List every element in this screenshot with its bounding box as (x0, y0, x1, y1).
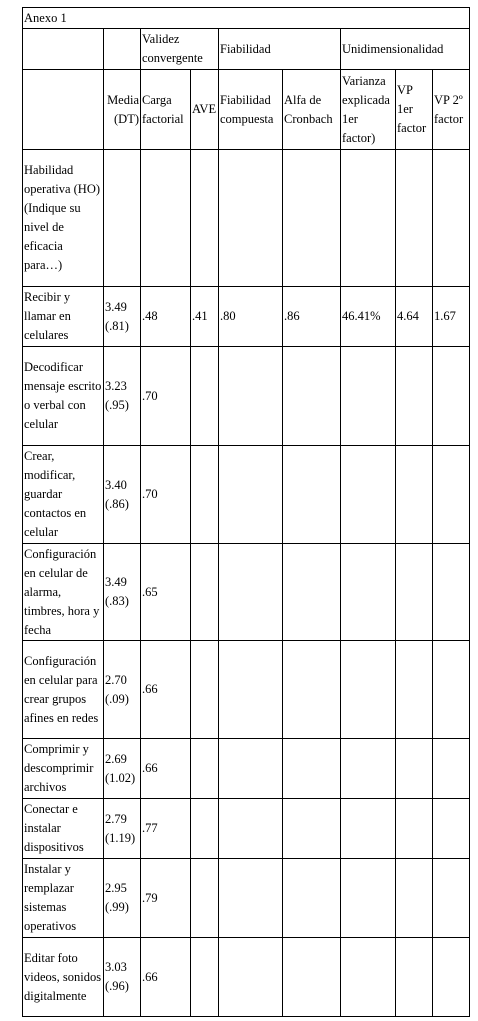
cell-varianza (341, 799, 396, 859)
cell-vp1 (396, 938, 433, 1017)
col-header-vp2: VP 2º factor (433, 70, 470, 150)
cell-vp1 (396, 859, 433, 938)
cell-vp1 (396, 641, 433, 739)
cell-carga: .66 (141, 641, 191, 739)
cell-varianza (341, 347, 396, 446)
cell-media: 2.95 (.99) (104, 859, 141, 938)
group-header-fiabilidad: Fiabilidad (219, 29, 341, 70)
cell-varianza (341, 150, 396, 287)
col-header-varianza: Varianza explicada 1er factor) (341, 70, 396, 150)
row-label: Comprimir y descomprimir archivos (23, 739, 104, 799)
cell-varianza (341, 641, 396, 739)
cell-vp1 (396, 347, 433, 446)
cell-vp2 (433, 799, 470, 859)
cell-media: 2.79 (1.19) (104, 799, 141, 859)
table-row (23, 544, 470, 641)
cell-carga (141, 150, 191, 287)
cell-varianza (341, 739, 396, 799)
cell-alfa (283, 544, 341, 641)
cell-ave (191, 641, 219, 739)
table-row (23, 287, 470, 347)
col-header-ave: AVE (191, 70, 219, 150)
table-row (23, 739, 470, 799)
cell-fiabilidad (219, 799, 283, 859)
cell-media: 3.49 (.83) (104, 544, 141, 641)
col-header-carga: Carga factorial (141, 70, 191, 150)
cell-vp1 (396, 544, 433, 641)
cell-media (104, 150, 141, 287)
col-header-media: Media (DT) (104, 70, 141, 150)
cell-varianza (341, 938, 396, 1017)
header-label-empty (23, 70, 104, 150)
cell-alfa (283, 859, 341, 938)
cell-ave (191, 859, 219, 938)
col-header-fiabilidad-compuesta: Fiabilidad compuesta (219, 70, 283, 150)
header-empty-media (104, 29, 141, 70)
cell-carga: .66 (141, 938, 191, 1017)
table-row (23, 347, 470, 446)
cell-alfa (283, 446, 341, 544)
cell-vp2 (433, 739, 470, 799)
cell-fiabilidad (219, 859, 283, 938)
cell-carga: .70 (141, 446, 191, 544)
cell-vp2 (433, 641, 470, 739)
cell-carga: .48 (141, 287, 191, 347)
cell-media: 3.03 (.96) (104, 938, 141, 1017)
cell-alfa (283, 641, 341, 739)
col-header-vp1: VP 1er factor (396, 70, 433, 150)
cell-alfa (283, 347, 341, 446)
cell-fiabilidad: .80 (219, 287, 283, 347)
cell-carga: .66 (141, 739, 191, 799)
cell-carga: .65 (141, 544, 191, 641)
table-row (23, 150, 470, 287)
row-label: Editar foto videos, sonidos digitalmente (23, 938, 104, 1017)
cell-varianza: 46.41% (341, 287, 396, 347)
group-header-validez: Validez convergente (141, 29, 219, 70)
cell-media: 3.49 (.81) (104, 287, 141, 347)
row-label: Crear, modificar, guardar contactos en celular (23, 446, 104, 544)
cell-fiabilidad (219, 641, 283, 739)
annex-table (22, 7, 470, 1017)
cell-media: 2.69 (1.02) (104, 739, 141, 799)
cell-carga: .70 (141, 347, 191, 446)
cell-vp1: 4.64 (396, 287, 433, 347)
cell-vp1 (396, 799, 433, 859)
cell-vp1 (396, 739, 433, 799)
row-label: Decodificar mensaje escrito o verbal con celular (23, 347, 104, 446)
cell-fiabilidad (219, 347, 283, 446)
cell-ave (191, 544, 219, 641)
table-title: Anexo 1 (23, 8, 470, 29)
cell-media: 3.23 (.95) (104, 347, 141, 446)
cell-fiabilidad (219, 446, 283, 544)
cell-vp1 (396, 150, 433, 287)
cell-vp1 (396, 446, 433, 544)
col-header-alfa: Alfa de Cronbach (283, 70, 341, 150)
cell-vp2 (433, 150, 470, 287)
cell-alfa (283, 150, 341, 287)
cell-vp2: 1.67 (433, 287, 470, 347)
group-header-unidimensionalidad: Unidimensionalidad (341, 29, 470, 70)
cell-ave (191, 799, 219, 859)
cell-ave (191, 739, 219, 799)
cell-vp2 (433, 938, 470, 1017)
cell-carga: .79 (141, 859, 191, 938)
table-row (23, 799, 470, 859)
row-label: Recibir y llamar en celulares (23, 287, 104, 347)
cell-vp2 (433, 859, 470, 938)
row-label: Configuración en celular para crear grupos afines en redes (23, 641, 104, 739)
header-empty-label (23, 29, 104, 70)
cell-carga: .77 (141, 799, 191, 859)
cell-fiabilidad (219, 544, 283, 641)
cell-vp2 (433, 544, 470, 641)
cell-alfa (283, 739, 341, 799)
table-row (23, 641, 470, 739)
row-label: Conectar e instalar dispositivos (23, 799, 104, 859)
cell-fiabilidad (219, 739, 283, 799)
cell-media: 2.70 (.09) (104, 641, 141, 739)
cell-vp2 (433, 347, 470, 446)
cell-vp2 (433, 446, 470, 544)
row-label: Habilidad operativa (HO) (Indique su nivel de eficacia para…) (23, 150, 104, 287)
cell-fiabilidad (219, 150, 283, 287)
table-row (23, 859, 470, 938)
cell-varianza (341, 446, 396, 544)
cell-alfa: .86 (283, 287, 341, 347)
cell-ave: .41 (191, 287, 219, 347)
cell-media: 3.40 (.86) (104, 446, 141, 544)
table-row (23, 446, 470, 544)
cell-varianza (341, 859, 396, 938)
cell-alfa (283, 799, 341, 859)
row-label: Instalar y remplazar sistemas operativos (23, 859, 104, 938)
cell-ave (191, 446, 219, 544)
table-row (23, 938, 470, 1017)
cell-alfa (283, 938, 341, 1017)
cell-ave (191, 347, 219, 446)
row-label: Configuración en celular de alarma, timbres, hora y fecha (23, 544, 104, 641)
cell-ave (191, 150, 219, 287)
cell-fiabilidad (219, 938, 283, 1017)
cell-varianza (341, 544, 396, 641)
cell-ave (191, 938, 219, 1017)
